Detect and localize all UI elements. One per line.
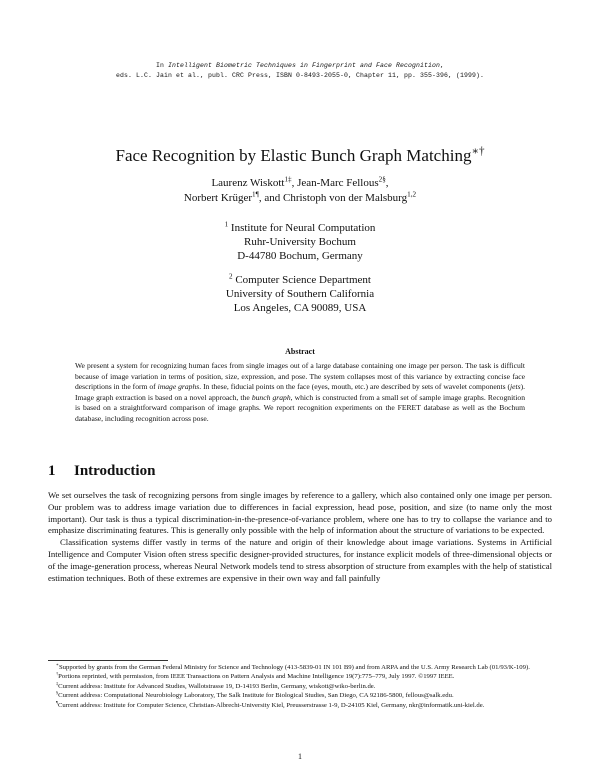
footnote: §Current address: Computational Neurobiology Laboratory, The Salk Institute for Biological Studies, San Diego, CA 92186-5800, fellous@salk.edu. xyxy=(56,689,454,700)
abstract-heading: Abstract xyxy=(285,347,315,356)
footnote: ¶Current address: Institute for Computer Science, Christian-Albrecht-University Kiel, Preusserstrasse 1-9, D-24105 Kiel, Germany, nkr@informatik.uni-kiel.de. xyxy=(56,699,485,709)
footnote: ∗Supported by grants from the German Federal Ministry for Science and Technology (413-5839-01 IN 101 B9) and from ARPA and the U.S. Army Research Lab (01/93/K-109). xyxy=(56,661,530,671)
author-name: Laurenz Wiskott xyxy=(211,177,285,189)
footnote: †Portions reprinted, with permission, from IEEE Transactions on Pattern Analysis and Machine Intelligence 19(7):775–779, July 1997. ©1997 IEEE. xyxy=(56,671,455,681)
section-number: 1 xyxy=(48,463,56,479)
author-name: Jean-Marc Fellous xyxy=(297,177,379,189)
footnote: ‡Current address: Institute for Advanced Studies, Wallotstrasse 19, D-14193 Berlin, Germany, wiskott@wiko-berlin.de. xyxy=(56,680,376,690)
affiliation-2: $^2$ Computer Science Department University of Southern California Los Angeles, CA 90089, USA xyxy=(225,272,375,314)
author-line-2: Norbert Krüger$^{1\P}$, and Christoph von der Malsburg$^{1,2}$ xyxy=(183,190,417,204)
footnote-rule xyxy=(48,660,168,661)
citation-header-line-1: In Intelligent Biometric Techniques in Fingerprint and Face Recognition, xyxy=(155,62,445,69)
introduction-body xyxy=(48,490,552,584)
paper-title: Face Recognition by Elastic Bunch Graph Matching∗† xyxy=(115,145,485,165)
book-title: Intelligent Biometric Techniques in Fingerprint and Face Recognition xyxy=(167,62,441,69)
abstract-body: We present a system for recognizing human faces from single images out of a large database containing one image per person. The task is difficult because of image variation in terms of position, size, expression, and pose. The system collapses most of this variance by extracting concise face descriptions in the form of image graphs. In these, fiducial points on the face (eyes, mouth, etc.) are described by sets of wavelet components (jets). Image graph extraction is based on a novel approach, the bunch graph, which is constructed from a small set of sample image graphs. Recognition is based on a straightforward comparison of image graphs. We report recognition experiments on the FERET database as well as the Bochum database, including recognition across pose. xyxy=(75,361,525,423)
affiliation-1: $^1$ Institute for Neural Computation Ruhr-University Bochum D-44780 Bochum, Germany xyxy=(224,220,376,262)
paragraph: Classification systems differ vastly in terms of the nature and origin of their knowledge about image variations. Systems in Artificial Intelligence and Computer Vision often stress specific designer-provided structures, for instance explicit models of three-dimensional objects or of the image-generation process, whereas Neural Network models tend to stress absorption of structure from examples with the help of statistical estimation techniques. Both of these extremes are expensive in their own way and fall painfully xyxy=(48,537,552,583)
section-title: Introduction xyxy=(74,463,156,479)
author-name: Christoph von der Malsburg xyxy=(282,192,408,204)
section-heading-introduction xyxy=(48,463,155,480)
footnotes xyxy=(48,663,552,710)
author-name: Norbert Krüger xyxy=(183,192,253,204)
citation-header-line-2: eds. L.C. Jain et al., publ. CRC Press, ISBN 0-8493-2055-0, Chapter 11, pp. 355-396, (1999). xyxy=(115,72,485,79)
page-number: 1 xyxy=(298,752,302,761)
author-line-1: Laurenz Wiskott$^{1\ddagger}$, Jean-Marc Fellous$^{2\S}$, xyxy=(211,175,389,189)
paragraph: We set ourselves the task of recognizing persons from single images by reference to a gallery, which also contained only one image per person. Our problem was to address image variation due to differences in facial expression, head pose, position, and size (to name only the most important). Our task is thus a typical discrimination-in-the-presence-of-variance problem, where one has to try to collapse the variance and to emphasize discriminating features. This is generally only possible with the help of information about the structure of variations to be expected. xyxy=(48,490,552,536)
title-footnote-marks: ∗† xyxy=(471,145,485,158)
